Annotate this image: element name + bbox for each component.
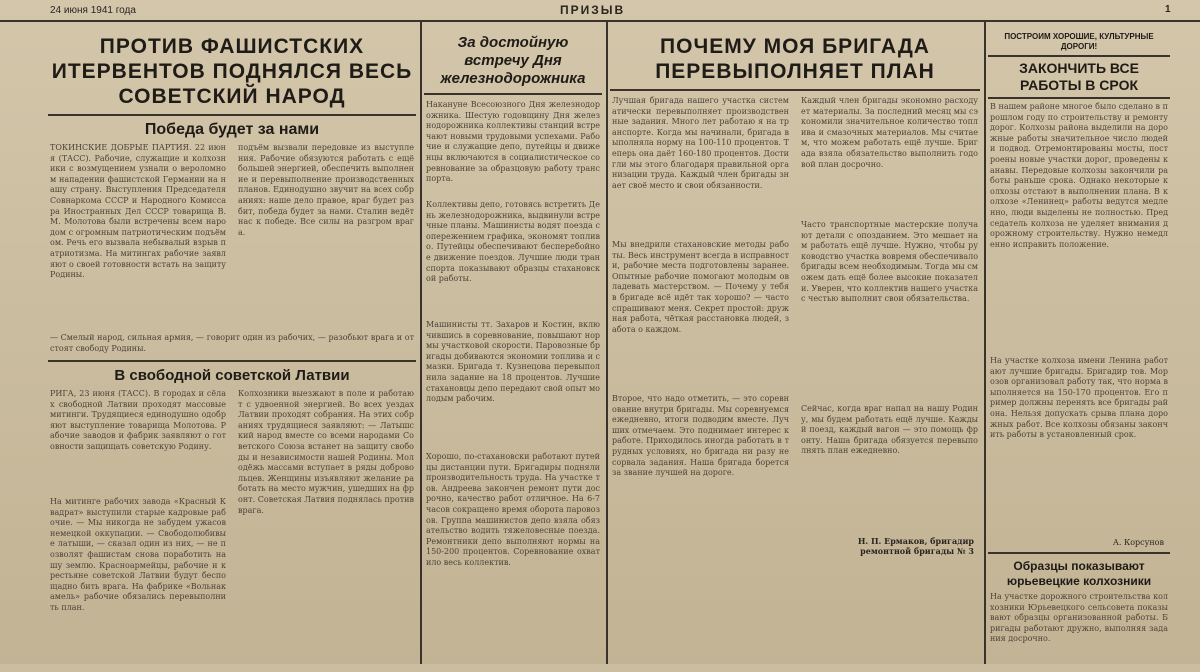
main-headline: ПРОТИВ ФАШИСТСКИХ ИТЕРВЕНТОВ ПОДНЯЛСЯ ВЕСЬ СОВЕТСКИЙ НАРОД	[51, 35, 413, 108]
article-text: В нашем районе многое было сделано в прошлом году по строительству и ремонту дорог. Колхозы района выделили на дорожные работы значительное число людей и подвод. Отремонтированы мосты, построены новые участки дорог, проведены канавы. Передовые колхозы закончили работы раньше срока. Однако некоторые колхозы отстают в выполнении плана. В колхозе «Ленинец» работы ведутся медленно, люди выделены не полностью. Председатель колхоза не уделяет внимания дорожному строительству. Нужно немедленно исправить положение.	[990, 102, 1168, 249]
article-victory	[48, 143, 416, 331]
page-number: 1	[1165, 4, 1171, 15]
masthead	[0, 0, 1200, 22]
article-text: Колхозники выезжают в поле и работают с удвоенной энергией. Во всех уездах Латвии проходят собрания. На этих собраниях трудящиеся заявляют: — Латышский народ вместе со всеми народами Советского Союза встанет на защиту свободы и независимости нашей Родины. Молодёжь массами вступает в ряды добровольцев. Женщины изъявляют желание работать на место мужчин, ушедших на фронт. Советская Латвия поднялась против врага.	[238, 389, 414, 515]
article-text: Второе, что надо отметить, — это соревнование внутри бригады. Мы соревнуемся ежедневно, итоги подводим вместе. Лучших отмечаем. Это поднимает интерес к работе. Приходилось иногда работать в трудных условиях, но бригада ни разу не сорвала задания. Наша бригада борется за звание лучшей на дороге.	[612, 394, 789, 478]
railway-headline: За достойную встречу Дня железнодорожника	[440, 34, 586, 87]
article-text: Коллективы депо, готовясь встретить День железнодорожника, выдвинули встречные планы. Машинисты водят поезда с опережением графика, экономят топливо. Путейцы обеспечивают бесперебойное движение поездов. Лучшие люди транспорта показывают образцы стахановской работы.	[426, 200, 600, 284]
author-signature: Н. П. Ермаков, бригадир ремонтной бригады № 3	[857, 536, 974, 556]
article-text: Лучшая бригада нашего участка систематически перевыполняет производственные задания. Много лет работаю я на транспорте. Когда мы начинали, бригада выполняла норму на 100-110 процентов. Теперь она даёт 160-180 процентов. Достигли мы этого благодаря правильной организации труда. Каждый член бригады знает своё место и свои обязанности.	[612, 96, 789, 190]
article-text: ТОКИНСКИЕ ДОБРЫЕ ПАРТИЯ. 22 июня (ТАСС). Рабочие, служащие и колхозники с возмущением узнали о вероломном нападении фашистской Германии на нашу страну. Выступления Председателя Совнаркома СССР и Народного Комиссара Иностранных Дел СССР товарища В. М. Молотова были встречены всем народом с огромным патриотическим подъёмом. Речь его вызвала небывалый взрыв патриотизма. На митингах рабочие заявляют о своей готовности встать на защиту Родины.	[50, 143, 226, 280]
article-quote: — Смелый народ, сильная армия, — говорит один из рабочих, — разобьют врага и отстоят свободу Родины.	[50, 333, 414, 353]
author-signature: А. Корсунов	[1112, 538, 1164, 547]
column-rule	[420, 22, 422, 664]
roads-headline: ЗАКОНЧИТЬ ВСЕ РАБОТЫ В СРОК	[1019, 60, 1139, 93]
article-text: подъём вызвали передовые из выступления. Рабочие обязуются работать с ещё большей энергией, обеспечить выполнение и перевыполнение производственных планов. Единодушно звучит на всех собраниях: наше дело правое, враг будет разбит, победа будет за нами. Сталин ведёт нас к победе. Все силы на разгром врага.	[238, 143, 414, 237]
subheadline-victory: Победа будет за нами	[144, 121, 320, 138]
issue-date: 24 июня 1941 года	[50, 5, 136, 16]
divider	[610, 89, 980, 91]
divider	[988, 97, 1170, 99]
article-text: На участке дорожного строительства колхозники Юрьевецкого сельсовета показывают образцы организованной работы. Бригады работают дружно, выполняя задания досрочно.	[990, 592, 1168, 644]
article-text: РИГА, 23 июня (ТАСС). В городах и сёлах свободной Латвии проходят массовые митинги. Трудящиеся единодушно одобряют выступление товарища Молотова. Рабочие заводов и фабрик заявляют о готовности защищать советскую Родину.	[50, 389, 226, 451]
newspaper-title: ПРИЗЫВ	[560, 3, 626, 17]
column-4	[988, 22, 1170, 664]
article-text: Накануне Всесоюзного Дня железнодорожника. Шестую годовщину Дня железнодорожника коллективы станций встречают новыми трудовыми успехами. Рабочие и служащие депо, путейцы и движенцы включаются в социалистическое соревнование за образцовую работу транспорта.	[426, 100, 600, 184]
divider	[48, 360, 416, 362]
column-3	[610, 22, 980, 664]
article-text: На митинге рабочих завода «Красный Квадрат» выступили старые кадровые рабочие. — Мы никогда не забудем ужасов немецкой оккупации. — Свободолюбивые латыши, — сказал один из них, — не позволят фашистам снова поработить нашу землю. Красноармейцы, рабочие и крестьяне советской Латвии будут беспощадно бить врага. На фабрике «Вольнакамель» рабочие обязались перевыполнить план.	[50, 497, 226, 612]
column-rule	[606, 22, 608, 664]
article-text: Машинисты тт. Захаров и Костин, включившись в соревнование, повышают нормы участковой скорости. Паровозные бригады добиваются экономии топлива и смазки. Бригада т. Кузнецова перевыполнила задание на 18 процентов. Лучшие стахановцы депо передают свой опыт молодым рабочим.	[426, 320, 600, 404]
article-brigade	[610, 96, 980, 574]
subheadline-latvia: В свободной советской Латвии	[114, 367, 350, 384]
article-text: Сейчас, когда враг напал на нашу Родину, мы будем работать ещё лучше. Каждый поезд, каждый вагон — это помощь фронту. Наша бригада обязуется перевыполнять план ежедневно.	[801, 404, 978, 456]
section-kicker: ПОСТРОИМ ХОРОШИЕ, КУЛЬТУРНЫЕ ДОРОГИ!	[1004, 32, 1154, 51]
brigade-headline: ПОЧЕМУ МОЯ БРИГАДА ПЕРЕВЫПОЛНЯЕТ ПЛАН	[655, 35, 935, 83]
divider	[988, 552, 1170, 554]
article-text: Часто транспортные мастерские получают детали с опозданием. Это мешает нам работать ещё лучше. Нужно, чтобы руководство участка вовремя обеспечивало бригады всем необходимым. Тогда мы сможем дать ещё более высокие показатели. Уверен, что коллектив нашего участка с честью выполнит свои обязательства.	[801, 220, 979, 304]
divider	[988, 55, 1170, 57]
article-text: Каждый член бригады экономно расходует материалы. За последний месяц мы сэкономили значительное количество топлива и смазочных материалов. Мы считаем, что можем работать ещё лучше. Бригада взяла обязательство выполнить годовой план досрочно.	[801, 96, 978, 169]
article-text: Мы внедрили стахановские методы работы. Весь инструмент всегда в исправности, рабочие места подготовлены заранее. Опытные рабочие помогают молодым овладевать мастерством. — Почему у тебя в бригаде всё идёт так хорошо? — часто спрашивают меня. Секрет простой: дружная работа, чёткая расстановка людей, забота о каждом.	[612, 240, 789, 334]
divider	[424, 93, 602, 95]
example-headline: Образцы показывают юрьевецкие колхозники	[1006, 559, 1152, 588]
column-2	[424, 22, 602, 664]
article-text: Хорошо, по-стахановски работают путейцы дистанции пути. Бригадиры подняли производительность труда. На участке тов. Андреева закончен ремонт пути досрочно, качество работ отличное. На 6-7 часов сокращено время оборота паровозов. Группа машинистов депо взяла обязательство водить тяжеловесные поезда. Ремонтники депо выполняют нормы на 150-200 процентов. Соревнование охватило весь коллектив.	[426, 452, 600, 567]
article-text: На участке колхоза имени Ленина работают лучшие бригады. Бригадир тов. Морозов организовал работу так, что норма выполняется на 150-170 процентов. Его пример должны перенять все бригады района. Нельзя допускать срыва плана дорожных работ. Все колхозы обязаны закончить работы в установленный срок.	[990, 356, 1168, 440]
article-latvia	[48, 389, 416, 672]
column-rule	[984, 22, 986, 664]
column-1	[48, 22, 416, 664]
divider	[48, 114, 416, 116]
